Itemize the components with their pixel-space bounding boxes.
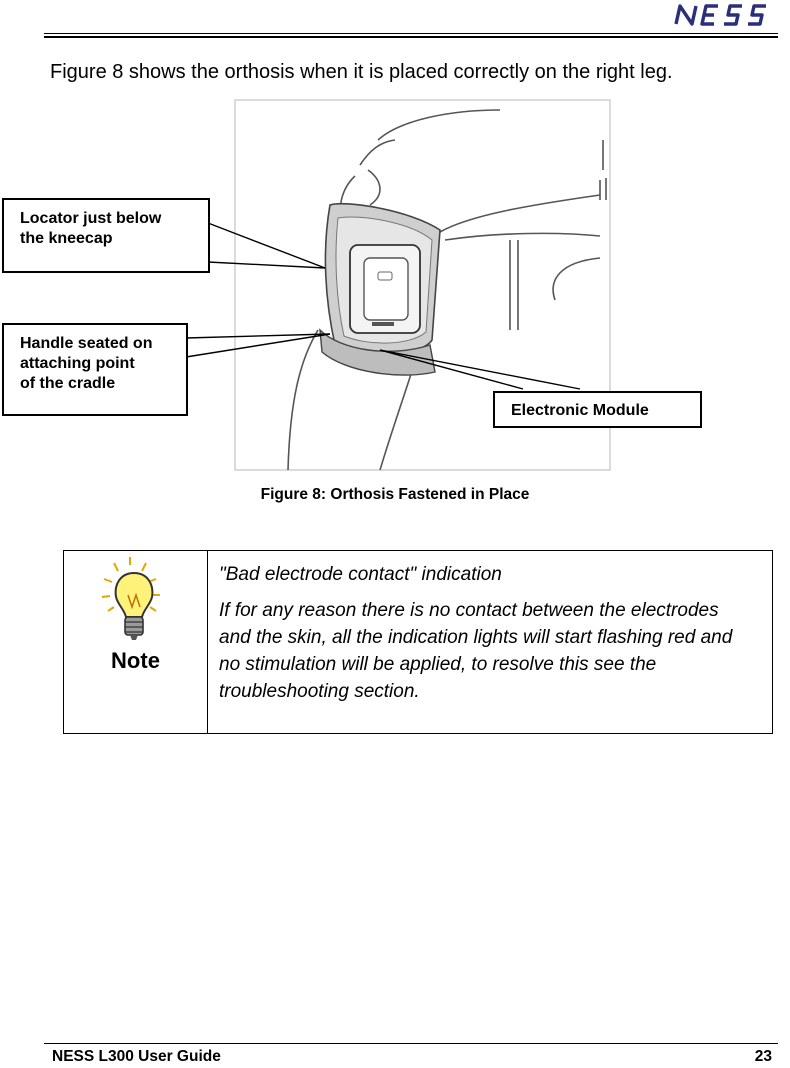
- note-title: "Bad electrode contact" indication: [219, 564, 502, 585]
- callout-module-label: Electronic Module: [511, 402, 649, 419]
- note-label: Note: [111, 648, 160, 673]
- intro-paragraph: Figure 8 shows the orthosis when it is placed correctly on the right leg.: [50, 61, 673, 83]
- header-rule: [44, 36, 778, 38]
- callout-locator: [2, 198, 210, 273]
- footer-doc-title: NESS L300 User Guide: [52, 1048, 221, 1065]
- lightbulb-icon: [100, 555, 170, 645]
- figure-caption: Figure 8: Orthosis Fastened in Place: [260, 486, 530, 503]
- page-number: 23: [754, 1048, 772, 1065]
- note-content: [219, 561, 752, 714]
- footer-rule: [44, 1043, 778, 1044]
- note-icon-cell: [64, 551, 208, 733]
- callout-handle: [2, 323, 188, 416]
- note-body: If for any reason there is no contact between the electrodes and the skin, all the indication lights will start flashing red and no stimulation will be applied, to resolve this see the troubleshooting section.: [219, 600, 733, 702]
- callout-locator-label: Locator just below the kneecap: [20, 210, 162, 247]
- ness-logo: [672, 2, 778, 28]
- header-rule: [44, 33, 778, 34]
- callout-electronic-module: [493, 391, 702, 428]
- callout-handle-label: Handle seated on attaching point of the cradle: [20, 335, 153, 392]
- note-box: [63, 550, 773, 734]
